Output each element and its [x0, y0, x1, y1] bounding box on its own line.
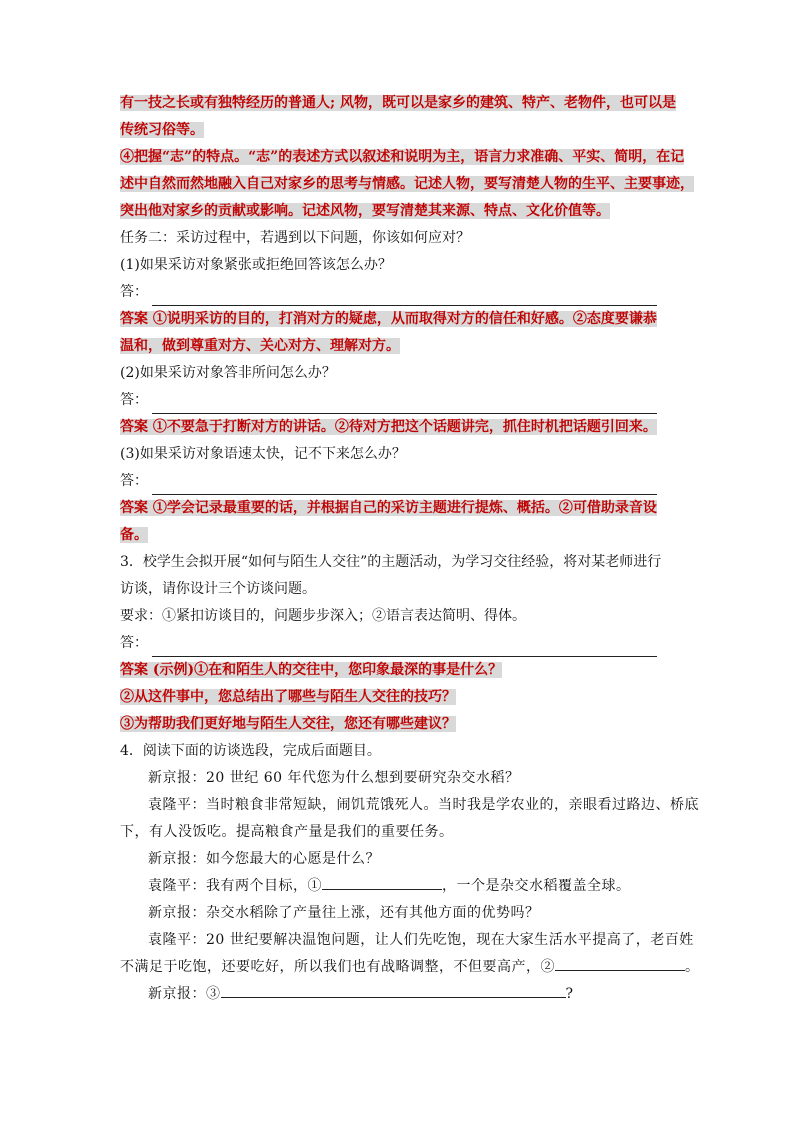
answer-3: 备。 [120, 527, 148, 543]
answer-question-3: 答案 (示例)①在和陌生人的交往中，您印象最深的事是什么？ [120, 662, 503, 678]
answer-underline[interactable] [152, 287, 657, 306]
interview-line: 新京报：20 世纪 60 年代您为什么想到要研究杂交水稻？ [148, 770, 520, 786]
answer-blank: 答： [120, 468, 684, 495]
question-4-prompt: 4．阅读下面的访谈选段，完成后面题目。 [120, 743, 381, 759]
question-1: (1)如果采访对象紧张或拒绝回答该怎么办？ [120, 257, 392, 273]
answer-underline[interactable] [152, 638, 657, 657]
interview-line-blank-1: 袁隆平：我有两个目标，① ，一个是杂交水稻覆盖全球。 [120, 873, 684, 900]
fill-blank-1[interactable] [322, 875, 442, 890]
question-3-prompt: 访谈，请你设计三个访谈问题。 [120, 581, 316, 597]
answer-point-4: 述中自然而然地融入自己对家乡的思考与情感。记述人物，要写清楚人物的生平、主要事迹， [120, 176, 694, 192]
interview-line-blank-3: 新京报：③ ? [120, 981, 684, 1008]
answer-question-3: ③为帮助我们更好地与陌生人交往，您还有哪些建议？ [120, 716, 456, 732]
task-two-heading: 任务二：采访过程中，若遇到以下问题，你该如何应对？ [120, 230, 470, 246]
answer-point-4: ④把握“志”的特点。“志”的表述方式以叙述和说明为主，语言力求准确、平实、简明，在记 [120, 149, 685, 165]
question-3-requirement: 要求：①紧扣访谈目的，问题步步深入；②语言表达简明、得体。 [120, 608, 526, 624]
answer-1: 答案 ①说明采访的目的，打消对方的疑虑，从而取得对方的信任和好感。②态度要谦恭 [120, 311, 657, 327]
answer-continuation-line: 传统习俗等。 [120, 122, 204, 138]
question-3-prompt: 3．校学生会拟开展“如何与陌生人交往”的主题活动，为学习交往经验，将对某老师进行 [120, 554, 662, 570]
answer-point-4: 突出他对家乡的贡献或影响。记述风物，要写清楚其来源、特点、文化价值等。 [120, 203, 610, 219]
answer-underline[interactable] [152, 476, 657, 495]
fill-blank-3[interactable] [221, 983, 566, 998]
answer-question-3: ②从这件事中，您总结出了哪些与陌生人交往的技巧？ [120, 689, 456, 705]
answer-2: 答案 ①不要急于打断对方的讲话。②待对方把这个话题讲完，抓住时机把话题引回来。 [120, 419, 657, 435]
question-3: (3)如果采访对象语速太快，记不下来怎么办？ [120, 446, 406, 462]
answer-blank: 答： [120, 630, 684, 657]
interview-line: 下，有人没饭吃。提高粮食产量是我们的重要任务。 [120, 824, 454, 840]
answer-continuation-line: 有一技之长或有独特经历的普通人; 风物，既可以是家乡的建筑、特产、老物件，也可以是 [120, 95, 677, 111]
answer-underline[interactable] [152, 395, 657, 414]
answer-1: 温和，做到尊重对方、关心对方、理解对方。 [120, 338, 400, 354]
answer-3: 答案 ①学会记录最重要的话，并根据自己的采访主题进行提炼、概括。②可借助录音设 [120, 500, 657, 516]
fill-blank-2[interactable] [555, 956, 685, 971]
question-2: (2)如果采访对象答非所问怎么办？ [120, 365, 336, 381]
answer-blank: 答： [120, 387, 684, 414]
interview-line: 袁隆平：当时粮食非常短缺，闹饥荒饿死人。当时我是学农业的，亲眼看过路边、桥底 [148, 797, 699, 813]
answer-blank: 答： [120, 279, 684, 306]
interview-line: 新京报：杂交水稻除了产量往上涨，还有其他方面的优势吗？ [148, 905, 540, 921]
interview-line: 新京报：如今您最大的心愿是什么？ [148, 851, 380, 867]
interview-line: 袁隆平：20 世纪要解决温饱问题，让人们先吃饱，现在大家生活水平提高了，老百姓 [148, 932, 694, 948]
interview-line-blank-2: 不满足于吃饱，还要吃好，所以我们也有战略调整，不但要高产，② 。 [120, 954, 684, 981]
